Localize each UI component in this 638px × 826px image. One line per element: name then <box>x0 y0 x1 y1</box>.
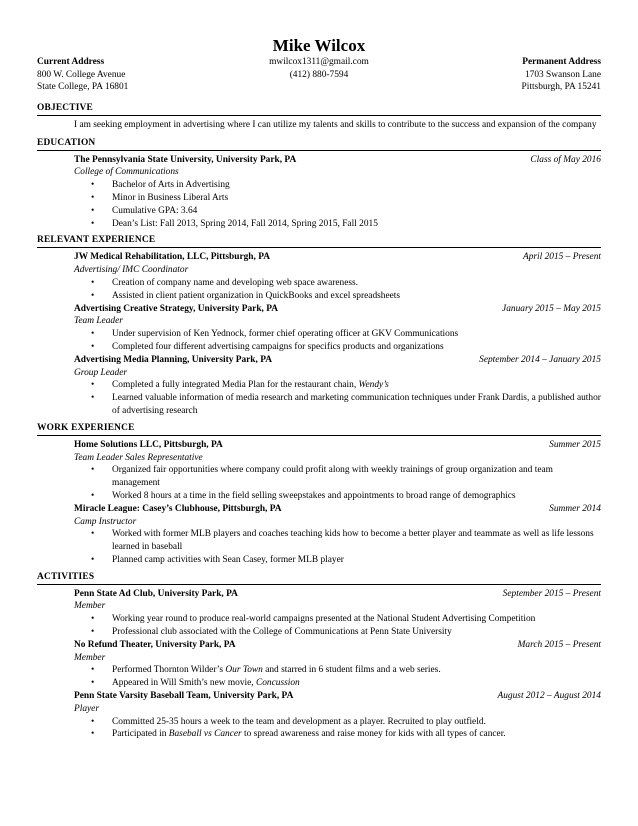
address-header <box>37 56 601 94</box>
email[interactable]: mwilcox1311@gmail.com <box>269 57 369 67</box>
current-address <box>37 56 223 94</box>
entry-role: College of Communications <box>74 167 179 178</box>
entry-org: Advertising Media Planning, University Park, PA <box>74 354 272 365</box>
permanent-address <box>415 56 601 94</box>
event-name: Baseball vs Cancer <box>168 729 242 740</box>
entry-role: Member <box>74 601 106 612</box>
list-item: • Under supervision of Ken Yednock, former chief operating officer at GKV Communications <box>74 328 601 341</box>
entry-date: January 2015 – May 2015 <box>502 303 601 314</box>
list-item-text: Appeared in Will Smith’s new movie, <box>112 678 256 689</box>
list-item: • Minor in Business Liberal Arts <box>74 192 601 205</box>
list-item <box>74 677 601 690</box>
bullet-list <box>74 328 601 354</box>
list-item: • Bachelor of Arts in Advertising <box>74 179 601 192</box>
entry-date: March 2015 – Present <box>517 639 601 650</box>
list-item-text: Performed Thornton Wilder’s <box>112 665 226 676</box>
list-item: • Dean’s List: Fall 2013, Spring 2014, Fall 2014, Spring 2015, Fall 2015 <box>74 218 601 231</box>
entry-role: Member <box>74 652 106 663</box>
bullet-list <box>74 464 601 502</box>
activity-entry <box>74 588 601 639</box>
entry-date: Summer 2014 <box>549 503 601 514</box>
entry-role: Team Leader Sales Representative <box>74 452 203 463</box>
entry-date: Summer 2015 <box>549 439 601 450</box>
activity-entry <box>74 639 601 690</box>
current-address-line2: State College, PA 16801 <box>37 82 129 93</box>
list-item-text: and starred in 6 student films and a web series. <box>262 665 441 676</box>
play-title: Our Town <box>225 665 263 676</box>
bullet-list <box>74 277 601 303</box>
permanent-address-line1: 1703 Swanson Lane <box>524 69 601 80</box>
entry-org: Miracle League: Casey’s Clubhouse, Pittsburgh, PA <box>74 503 282 514</box>
current-address-line1: 800 W. College Avenue <box>37 69 126 80</box>
section-title: ACTIVITIES <box>37 572 601 585</box>
entry-header <box>74 588 601 601</box>
entry-date: Class of May 2016 <box>530 154 601 165</box>
activities-section <box>37 572 601 742</box>
list-item: • Learned valuable information of media research and marketing communication techniques under Frank Dardis, a published author of advertising research <box>74 392 601 418</box>
entry-header <box>74 690 601 703</box>
list-item-text: Completed a fully integrated Media Plan for the restaurant chain, <box>112 380 359 391</box>
list-item: • Working year round to produce real-world campaigns presented at the National Student Advertising Competition <box>74 613 601 626</box>
list-item <box>74 728 601 741</box>
experience-entry <box>74 354 601 418</box>
bullet-list <box>74 528 601 566</box>
objective-text: I am seeking employment in advertising where I can utilize my talents and skills to contribute to the success and expansion of the company <box>74 119 597 130</box>
list-item: • Planned camp activities with Sean Casey, former MLB player <box>74 554 601 567</box>
list-item: • Completed four different advertising campaigns for specifics products and organizations <box>74 341 601 354</box>
entry-role: Team Leader <box>74 316 123 327</box>
list-item: • Organized fair opportunities where company could profit along with weekly trainings of group organization and team management <box>74 464 601 490</box>
bullet-list <box>74 716 601 742</box>
entry-date: April 2015 – Present <box>522 252 601 263</box>
education-section <box>37 138 601 231</box>
objective-section <box>37 103 601 132</box>
entry-role: Camp Instructor <box>74 516 137 527</box>
relevant-experience-section <box>37 235 601 417</box>
entry-org: Penn State Ad Club, University Park, PA <box>74 588 238 599</box>
restaurant-name: Wendy’s <box>358 380 389 391</box>
contact-info <box>226 56 412 94</box>
entry-date: September 2015 – Present <box>502 588 601 599</box>
entry-header <box>74 154 601 167</box>
movie-title: Concussion <box>255 678 300 689</box>
entry-header <box>74 639 601 652</box>
entry-header <box>74 503 601 516</box>
list-item-text: to spread awareness and raise money for kids with all types of cancer. <box>241 729 506 740</box>
entry-header <box>74 251 601 264</box>
experience-entry <box>74 303 601 354</box>
entry-date: August 2012 – August 2014 <box>497 691 601 702</box>
list-item <box>74 664 601 677</box>
work-entry <box>74 439 601 503</box>
entry-org: Advertising Creative Strategy, University Park, PA <box>74 303 279 314</box>
bullet-list <box>74 613 601 639</box>
list-item-text: Participated in <box>112 729 169 740</box>
section-title: OBJECTIVE <box>37 103 601 116</box>
section-title: WORK EXPERIENCE <box>37 423 601 436</box>
list-item: • Cumulative GPA: 3.64 <box>74 205 601 218</box>
list-item: • Worked with former MLB players and coaches teaching kids how to become a better player and teammate as well as life lessons learned in baseball <box>74 528 601 554</box>
list-item <box>74 379 601 392</box>
entry-header <box>74 303 601 316</box>
current-address-label: Current Address <box>37 57 105 67</box>
entry-role: Player <box>74 703 99 714</box>
list-item: • Professional club associated with the College of Communications at Penn State University <box>74 626 601 639</box>
phone: (412) 880-7594 <box>289 69 349 80</box>
education-entry <box>74 154 601 231</box>
bullet-list <box>74 379 601 417</box>
entry-org: JW Medical Rehabilitation, LLC, Pittsburgh, PA <box>74 252 271 263</box>
work-entry <box>74 503 601 567</box>
permanent-address-line2: Pittsburgh, PA 15241 <box>521 82 601 93</box>
entry-header <box>74 439 601 452</box>
activity-entry <box>74 690 601 741</box>
candidate-name: Mike Wilcox <box>272 36 366 55</box>
list-item: • Committed 25-35 hours a week to the team and development as a player. Recruited to play outfield. <box>74 716 601 729</box>
list-item: • Assisted in client patient organization in QuickBooks and excel spreadsheets <box>74 290 601 303</box>
entry-org: Home Solutions LLC, Pittsburgh, PA <box>74 439 223 450</box>
experience-entry <box>74 251 601 302</box>
entry-header <box>74 354 601 367</box>
section-title: EDUCATION <box>37 138 601 151</box>
entry-org: The Pennsylvania State University, University Park, PA <box>74 154 297 165</box>
entry-role: Group Leader <box>74 367 128 378</box>
entry-org: Penn State Varsity Baseball Team, University Park, PA <box>74 691 294 702</box>
entry-date: September 2014 – January 2015 <box>479 354 601 365</box>
bullet-list <box>74 664 601 690</box>
bullet-list <box>74 179 601 230</box>
list-item: • Creation of company name and developing web space awareness. <box>74 277 601 290</box>
entry-role: Advertising/ IMC Coordinator <box>74 265 189 276</box>
work-experience-section <box>37 423 601 567</box>
resume-page <box>37 36 601 741</box>
list-item: • Worked 8 hours at a time in the field selling sweepstakes and appointments to broad range of demographics <box>74 490 601 503</box>
section-title: RELEVANT EXPERIENCE <box>37 235 601 248</box>
permanent-address-label: Permanent Address <box>522 57 601 67</box>
entry-org: No Refund Theater, University Park, PA <box>74 639 236 650</box>
